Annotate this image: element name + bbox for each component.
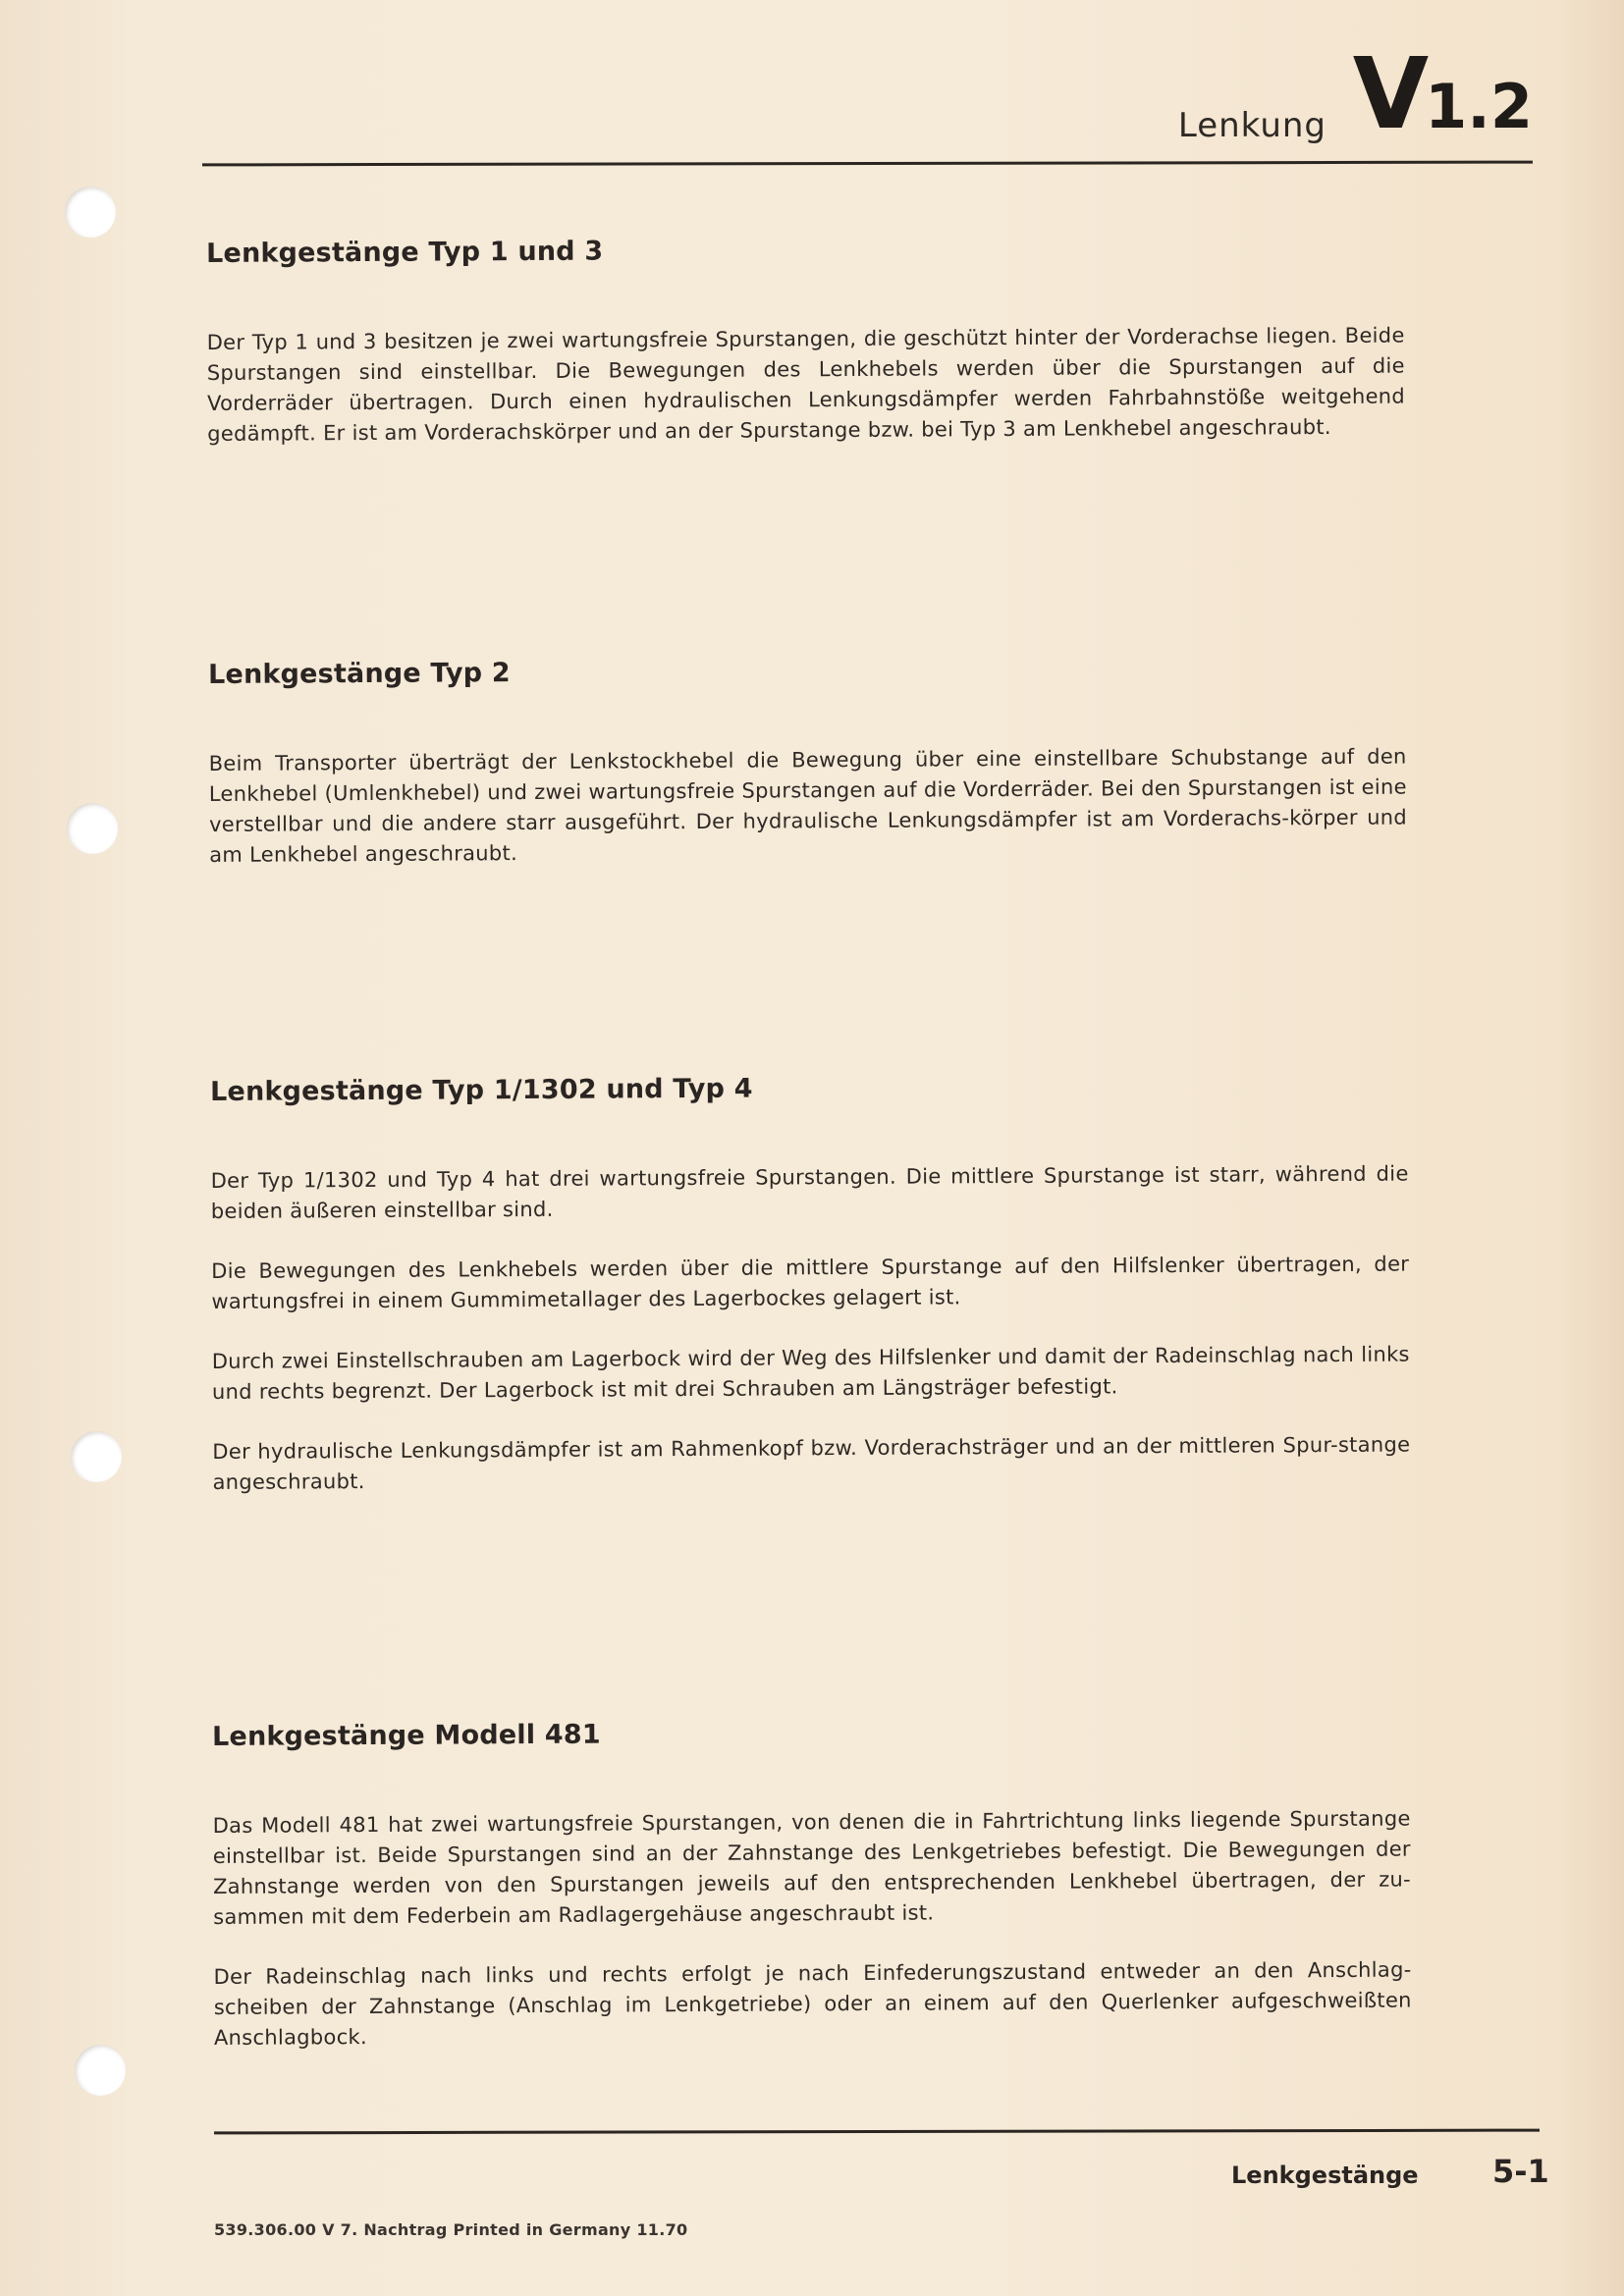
section-paragraph: Der Typ 1/1302 und Typ 4 hat drei wartungsfreie Spurstangen. Die mittlere Spurstange ist starr, während die beiden äußeren einstellbar sind.	[210, 1161, 1409, 1223]
section-typ-1-und-3	[206, 232, 1405, 479]
page-number: 5-1	[1492, 2153, 1549, 2190]
print-info: 539.306.00 V 7. Nachtrag Printed in Germany 11.70	[214, 2220, 688, 2239]
section-paragraph: Die Bewegungen des Lenkhebels werden über die mittlere Spurstange auf den Hilfslenker übertragen, der wartungsfrei in einem Gummimetallager des Lagerbockes gelagert ist.	[211, 1252, 1410, 1313]
punch-hole-2	[67, 803, 118, 854]
volume-code	[1352, 36, 1533, 151]
section-heading: Lenkgestänge Typ 1 und 3	[206, 236, 604, 269]
section-modell-481	[212, 1715, 1412, 2083]
punch-hole-4	[75, 2045, 126, 2096]
section-paragraph: Der hydraulische Lenkungsdämpfer ist am Rahmenkopf bzw. Vorderachsträger und an der mittleren Spur-stange angeschraubt.	[212, 1432, 1411, 1494]
volume-number: 1.2	[1425, 71, 1533, 142]
footer-topic: Lenkgestänge	[1231, 2162, 1419, 2189]
section-paragraph: Der Radeinschlag nach links und rechts erfolgt je nach Einfederungszustand entweder an den Anschlag-scheiben der Zahnstange (Anschlag im Lenkgetriebe) oder an einem auf den Querlenker aufgeschweißten Anschlagbock.	[213, 1957, 1412, 2050]
chapter-label: Lenkung	[1177, 106, 1326, 145]
section-paragraph: Das Modell 481 hat zwei wartungsfreie Spurstangen, von denen die in Fahrtrichtung links liegende Spurstange einstellbar ist. Beide Spurstangen sind an der Zahnstange des Lenkgetriebes befestigt. Die Bewegungen der Zahnstange werden von den Spurstangen jeweils auf den entsprechenden Lenkhebel übertragen, der zu-sammen mit dem Federbein am Radlagergehäuse angeschraubt ist.	[212, 1806, 1412, 1929]
section-typ-2	[208, 653, 1407, 900]
section-heading: Lenkgestänge Modell 481	[212, 1719, 601, 1752]
header-divider	[202, 161, 1533, 167]
section-heading: Lenkgestänge Typ 1/1302 und Typ 4	[210, 1073, 753, 1107]
section-paragraph: Der Typ 1 und 3 besitzen je zwei wartungsfreie Spurstangen, die geschützt hinter der Vorderachse liegen. Beide Spurstangen sind einstellbar. Die Bewegungen des Lenkhebels werden über die Spurstangen auf die Vorderräder übertragen. Durch einen hydraulischen Lenkungsdämpfer werden Fahrbahnstöße weitgehend gedämpft. Er ist am Vorderachskörper und an der Spurstange bzw. bei Typ 3 am Lenkhebel angeschraubt.	[206, 323, 1406, 446]
section-heading: Lenkgestänge Typ 2	[208, 658, 511, 690]
page-header	[202, 36, 1533, 167]
section-paragraph: Beim Transporter überträgt der Lenkstockhebel die Bewegung über eine einstellbare Schubstange auf den Lenkhebel (Umlenkhebel) und zwei wartungsfreie Spurstangen auf die Vorderräder. Bei den Spurstangen ist eine verstellbar und die andere starr ausgeführt. Der hydraulische Lenkungsdämpfer ist am Vorderachs-körper und am Lenkhebel angeschraubt.	[208, 744, 1408, 867]
punch-hole-3	[71, 1431, 122, 1482]
section-paragraph: Durch zwei Einstellschrauben am Lagerbock wird der Weg des Hilfslenker und damit der Radeinschlag nach links und rechts begrenzt. Der Lagerbock ist mit drei Schrauben am Längsträger befestigt.	[211, 1342, 1410, 1404]
punch-hole-1	[65, 187, 116, 238]
footer-divider	[214, 2129, 1540, 2135]
volume-letter: V	[1352, 36, 1430, 151]
section-typ-1302-und-typ-4	[210, 1070, 1411, 1527]
